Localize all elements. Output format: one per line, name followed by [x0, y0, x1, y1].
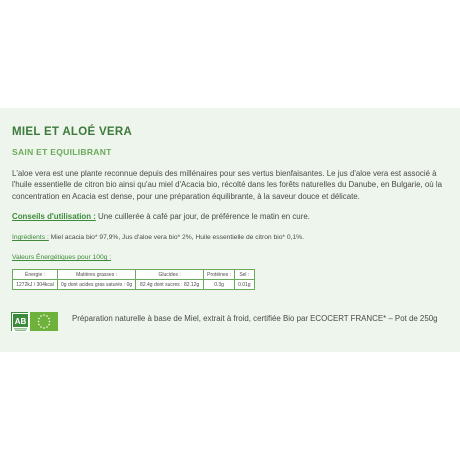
ingredients-text: Miel acacia bio* 97,9%, Jus d'aloe vera bio* 2%, Huile essentielle de citron bio* 0,1%.: [48, 234, 304, 241]
header-energie: Énergie :: [13, 270, 58, 280]
eu-organic-leaf-logo-icon: [30, 312, 58, 331]
usage-advice-label: Conseils d'utilisation :: [12, 212, 96, 221]
usage-advice-text: Une cuillerée à café par jour, de préférence le matin en cure.: [95, 212, 310, 221]
product-subtitle: SAIN ET EQUILIBRANT: [12, 147, 112, 157]
nutrition-header-row: [13, 270, 255, 280]
ingredients: [12, 234, 304, 241]
value-proteines: 0.3g: [204, 280, 235, 290]
header-glucides: Glucides :: [136, 270, 204, 280]
nutrition-table: [12, 269, 255, 290]
ingredients-label: Ingrédients :: [12, 234, 49, 241]
certification-logos: [11, 312, 58, 331]
usage-advice: [12, 212, 310, 221]
value-energie: 1272kJ / 304kcal: [13, 280, 58, 290]
value-sel: 0.01g: [235, 280, 255, 290]
value-glucides: 82.4g dont sucres : 82.12g: [136, 280, 204, 290]
agriculture-biologique-logo-icon: [11, 312, 28, 331]
nutrition-title: Valeurs Énergétiques pour 100g :: [12, 254, 112, 261]
svg-text:AB: AB: [14, 317, 27, 326]
preparation-text: Préparation naturelle à base de Miel, extrait à froid, certifiée Bio par ECOCERT FRANCE* – Pot de 250g: [72, 314, 438, 323]
nutrition-value-row: [13, 280, 255, 290]
product-title: MIEL ET ALOÉ VERA: [12, 126, 133, 138]
header-sel: Sel :: [235, 270, 255, 280]
header-matieres-grasses: Matières grasses :: [58, 270, 136, 280]
product-description: L'aloe vera est une plante reconnue depuis des millénaires pour ses vertus bienfaisantes. Le jus d'aloe vera est associé à l'huile essentielle de citron bio ainsi qu'au miel d'Acacia bio, récolté dans les forêts naturelles du Danube, en Bulgarie, où la concentration en Acacia est dense, pour une préparation équilibrante, à la saveur douce et délicate.: [12, 169, 442, 201]
header-proteines: Protéines :: [204, 270, 235, 280]
value-matieres-grasses: 0g dont acides gras saturés : 0g: [58, 280, 136, 290]
